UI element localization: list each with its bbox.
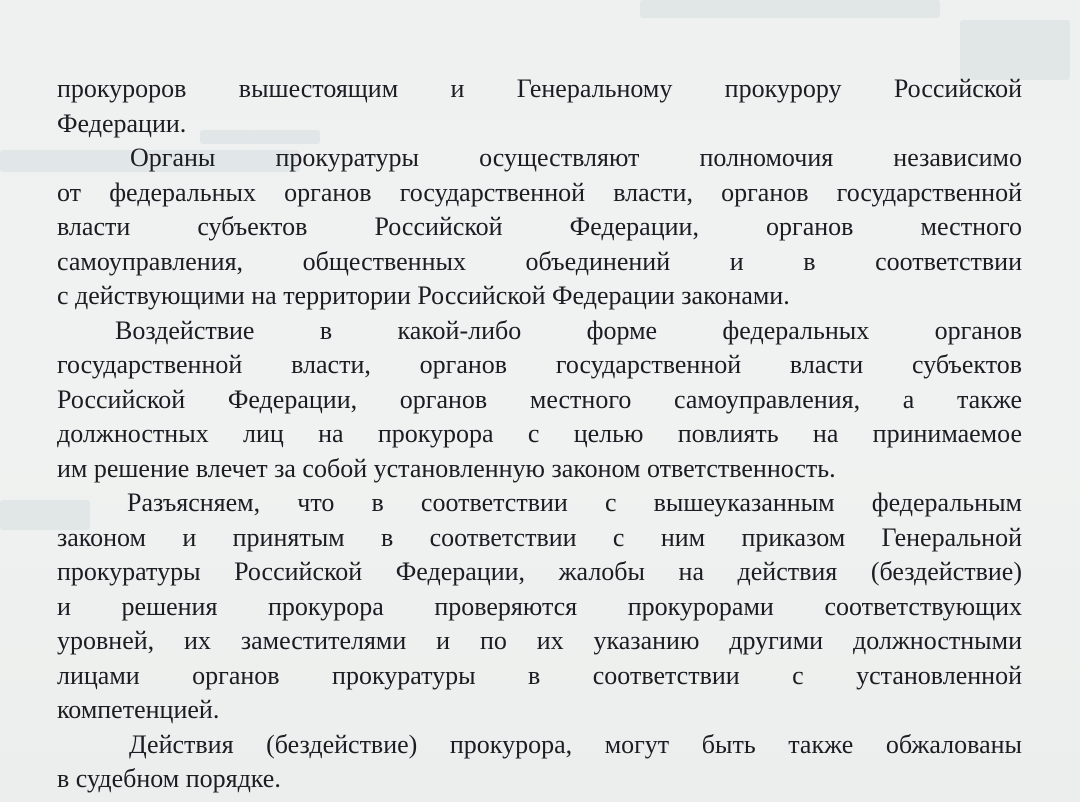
- paragraph-line: с действующими на территории Российской Федерации законами.: [57, 281, 790, 310]
- paragraph-line: прокуроров вышестоящим и Генеральному прокурору Российской: [57, 74, 1022, 103]
- paragraph-line: лицами органов прокуратуры в соответствии с установленной: [57, 660, 1022, 690]
- paragraph-line: законом и принятым в соответствии с ним приказом Генеральной: [57, 522, 1022, 552]
- paragraph-line: должностных лиц на прокурора с целью повлиять на принимаемое: [57, 419, 1022, 448]
- bleed-through-mark: [960, 20, 1070, 80]
- paragraph-line: Российской Федерации, органов местного самоуправления, а также: [57, 384, 1022, 414]
- bleed-through-mark: [640, 0, 940, 18]
- paragraph-line: Действия (бездействие) прокурора, могут быть также обжалованы: [129, 729, 1022, 759]
- paragraph-line: Воздействие в какой-либо форме федеральных органов: [115, 315, 1022, 345]
- document-body: [57, 72, 1022, 797]
- paragraph-line: власти субъектов Российской Федерации, органов местного: [57, 212, 1022, 241]
- paragraph-line: государственной власти, органов государственной власти субъектов: [57, 350, 1022, 379]
- paragraph-line: Федерации.: [57, 108, 187, 138]
- paragraph-line: Органы прокуратуры осуществляют полномочия независимо: [130, 143, 1022, 172]
- paragraph-line: прокуратуры Российской Федерации, жалобы на действия (бездействие): [57, 557, 1022, 586]
- paragraph-line: уровней, их заместителями и по их указанию другими должностными: [57, 626, 1022, 655]
- paragraph-line: и решения прокурора проверяются прокурорами соответствующих: [57, 591, 1022, 621]
- paragraph-line: от федеральных органов государственной власти, органов государственной: [57, 177, 1022, 207]
- paragraph-line: компетенцией.: [57, 695, 220, 724]
- paragraph-line: в судебном порядке.: [57, 764, 281, 793]
- paragraph-line: Разъясняем, что в соответствии с вышеуказанным федеральным: [127, 488, 1022, 517]
- paragraph-line: самоуправления, общественных объединений и в соответствии: [57, 246, 1022, 276]
- paragraph-line: им решение влечет за собой установленную законом ответственность.: [57, 453, 836, 483]
